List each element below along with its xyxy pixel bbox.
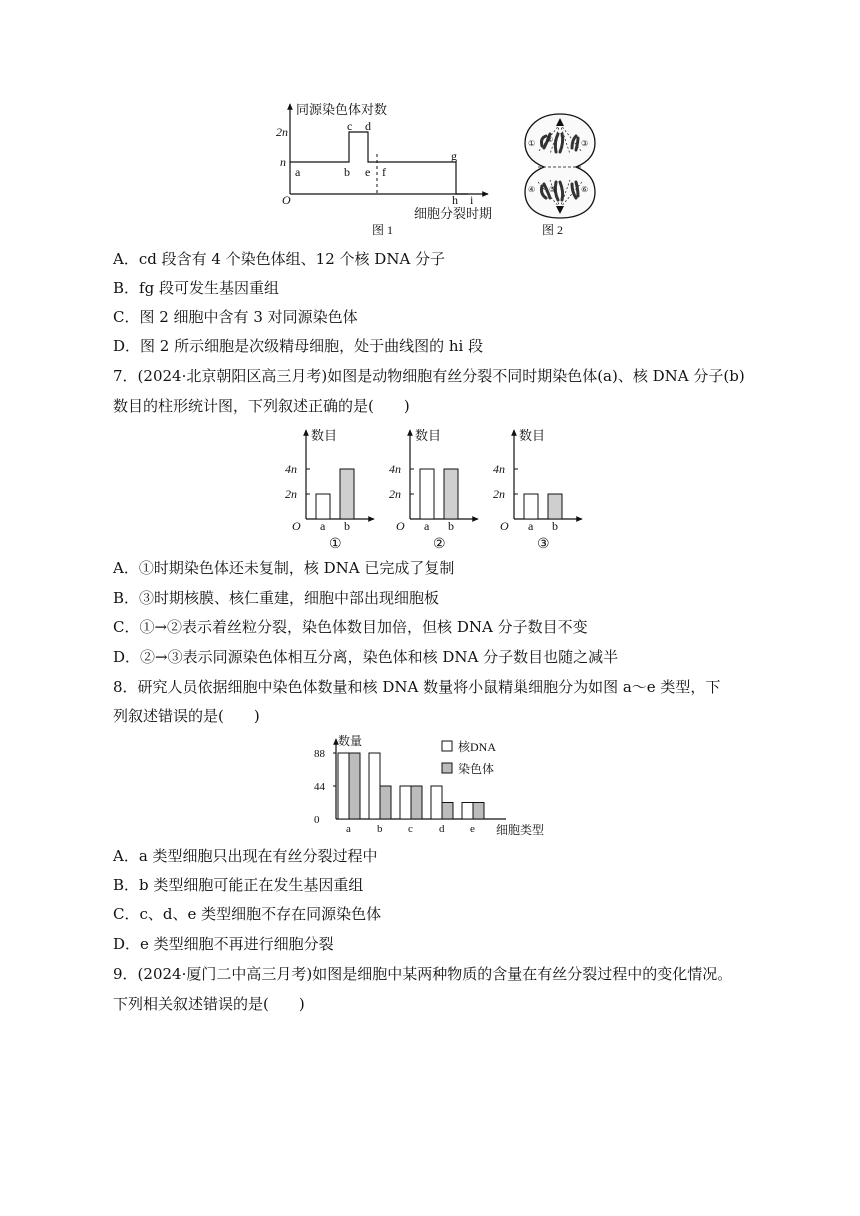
- q6-option-c[interactable]: C．图 2 细胞中含有 3 对同源染色体: [113, 308, 358, 326]
- q8-bar-d-dna: [431, 786, 442, 819]
- q8-bar-a-chromosome: [349, 753, 360, 819]
- fig1-point-a: a: [295, 165, 301, 179]
- q7-option-a[interactable]: A．①时期染色体还未复制，核 DNA 已完成了复制: [113, 559, 455, 577]
- fig1-ylabel: 同源染色体对数: [296, 102, 388, 117]
- q8-bar-e-dna: [462, 803, 473, 820]
- q8-category-label: a: [346, 823, 351, 835]
- q7-bar-a: [524, 494, 538, 519]
- q7-chart-label: ③: [537, 537, 550, 552]
- q7-origin: O: [500, 519, 509, 533]
- chromosome-label-5: ⑤: [549, 185, 557, 194]
- q8-category-label: d: [439, 823, 445, 835]
- fig2-caption: 图 2: [542, 223, 564, 237]
- q7-category-label: b: [344, 519, 350, 533]
- q6-option-b[interactable]: B．fg 段可发生基因重组: [113, 279, 279, 297]
- q7-option-c[interactable]: C．①→②表示着丝粒分裂，染色体数目加倍，但核 DNA 分子数目不变: [113, 618, 588, 636]
- q8-option-c[interactable]: C．c、d、e 类型细胞不存在同源染色体: [113, 905, 382, 923]
- fig1-point-d: d: [365, 119, 371, 133]
- q7-chart-label: ②: [433, 537, 446, 552]
- q8-category-label: c: [408, 823, 413, 835]
- q8-option-a[interactable]: A．a 类型细胞只出现在有丝分裂过程中: [113, 847, 378, 865]
- q7-chart-3: [490, 422, 600, 552]
- q8-tick-label: 88: [314, 748, 325, 760]
- q8-option-d[interactable]: D．e 类型细胞不再进行细胞分裂: [113, 935, 334, 953]
- q7-ylabel: 数目: [519, 428, 546, 443]
- q7-chart-label: ①: [329, 537, 342, 552]
- q7-origin: O: [292, 519, 301, 533]
- q7-chart-1: [282, 422, 392, 552]
- q7-category-label: a: [424, 519, 430, 533]
- q7-category-label: a: [528, 519, 534, 533]
- q6-option-d[interactable]: D．图 2 所示细胞是次级精母细胞，处于曲线图的 hi 段: [113, 337, 484, 355]
- chromosome-label-4: ④: [528, 185, 536, 194]
- q8-legend-label: 染色体: [458, 762, 495, 776]
- q8-bar-c-chromosome: [411, 786, 422, 819]
- q8-tick-label: 44: [314, 781, 325, 793]
- q7-tick-label: 2n: [285, 487, 297, 501]
- q8-bar-c-dna: [400, 786, 411, 819]
- fig1-point-h: h: [452, 193, 458, 207]
- q7-stem-line2: 数目的柱形统计图，下列叙述正确的是( ): [113, 397, 410, 415]
- q7-ylabel: 数目: [415, 428, 442, 443]
- q8-category-label: e: [470, 823, 475, 835]
- q7-bar-a: [420, 469, 434, 519]
- q7-bar-b: [548, 494, 562, 519]
- fig1-point-e: e: [365, 165, 371, 179]
- q8-stem-line1: 8．研究人员依据细胞中染色体数量和核 DNA 数量将小鼠精巢细胞分为如图 a～e 类型，下: [113, 678, 721, 696]
- q8-legend-swatch: [442, 763, 452, 773]
- q7-stem-line1: 7．(2024·北京朝阳区高三月考)如图是动物细胞有丝分裂不同时期染色体(a)、核 DNA 分子(b): [113, 367, 745, 385]
- q8-bar-b-chromosome: [380, 786, 391, 819]
- fig1-point-c: c: [347, 119, 353, 133]
- q7-option-d[interactable]: D．②→③表示同源染色体相互分离，染色体和核 DNA 分子数目也随之减半: [113, 648, 619, 666]
- q7-tick-label: 4n: [285, 462, 297, 476]
- q8-legend-label: 核DNA: [458, 740, 496, 754]
- fig1-xlabel: 细胞分裂时期: [414, 206, 493, 221]
- chromosome-label-1: ①: [528, 139, 536, 148]
- q8-ylabel: 数量: [338, 734, 363, 748]
- q7-bar-a: [316, 494, 330, 519]
- q7-bar-b: [444, 469, 458, 519]
- q8-bar-e-chromosome: [473, 803, 484, 820]
- q9-stem-line2: 下列相关叙述错误的是( ): [113, 995, 305, 1013]
- figure-1-line-chart: [276, 96, 516, 236]
- figure-2-cell-diagram: [520, 112, 600, 242]
- q7-category-label: b: [552, 519, 558, 533]
- q8-category-label: b: [377, 823, 383, 835]
- q8-stem-line2: 列叙述错误的是( ): [113, 707, 260, 725]
- q8-bar-b-dna: [369, 753, 380, 819]
- q8-option-b[interactable]: B．b 类型细胞可能正在发生基因重组: [113, 876, 364, 894]
- q8-legend-swatch: [442, 741, 452, 751]
- fig1-caption: 图 1: [372, 223, 394, 237]
- q7-tick-label: 4n: [389, 462, 401, 476]
- chromosome-label-2: ②: [546, 135, 554, 144]
- q9-stem-line1: 9．(2024·厦门二中高三月考)如图是细胞中某两种物质的含量在有丝分裂过程中的变化情况。: [113, 965, 733, 983]
- q7-option-b[interactable]: B．③时期核膜、核仁重建，细胞中部出现细胞板: [113, 589, 440, 607]
- fig1-curve: [290, 132, 468, 194]
- q6-option-a[interactable]: A．cd 段含有 4 个染色体组、12 个核 DNA 分子: [113, 250, 446, 268]
- q7-category-label: b: [448, 519, 454, 533]
- q7-chart-2: [386, 422, 496, 552]
- q8-grouped-bar-chart: [310, 733, 560, 838]
- q7-tick-label: 2n: [493, 487, 505, 501]
- q7-ylabel: 数目: [311, 428, 338, 443]
- fig1-point-i: i: [470, 193, 474, 207]
- fig1-point-g: g: [451, 149, 457, 163]
- fig1-ytick-2n: 2n: [276, 125, 288, 139]
- fig1-ytick-n: n: [280, 155, 286, 169]
- q8-tick-label: 0: [314, 814, 320, 826]
- q8-bar-a-dna: [338, 753, 349, 819]
- q7-tick-label: 4n: [493, 462, 505, 476]
- fig1-point-f: f: [382, 165, 386, 179]
- q7-origin: O: [396, 519, 405, 533]
- cell-membrane: [525, 114, 595, 218]
- chromosome-label-3: ③: [581, 139, 589, 148]
- q7-category-label: a: [320, 519, 326, 533]
- q7-bar-b: [340, 469, 354, 519]
- fig1-point-b: b: [344, 165, 350, 179]
- q8-xlabel: 细胞类型: [496, 823, 545, 837]
- fig1-origin: O: [282, 193, 291, 207]
- q8-bar-d-chromosome: [442, 803, 453, 820]
- q7-tick-label: 2n: [389, 487, 401, 501]
- chromosome-label-6: ⑥: [581, 185, 589, 194]
